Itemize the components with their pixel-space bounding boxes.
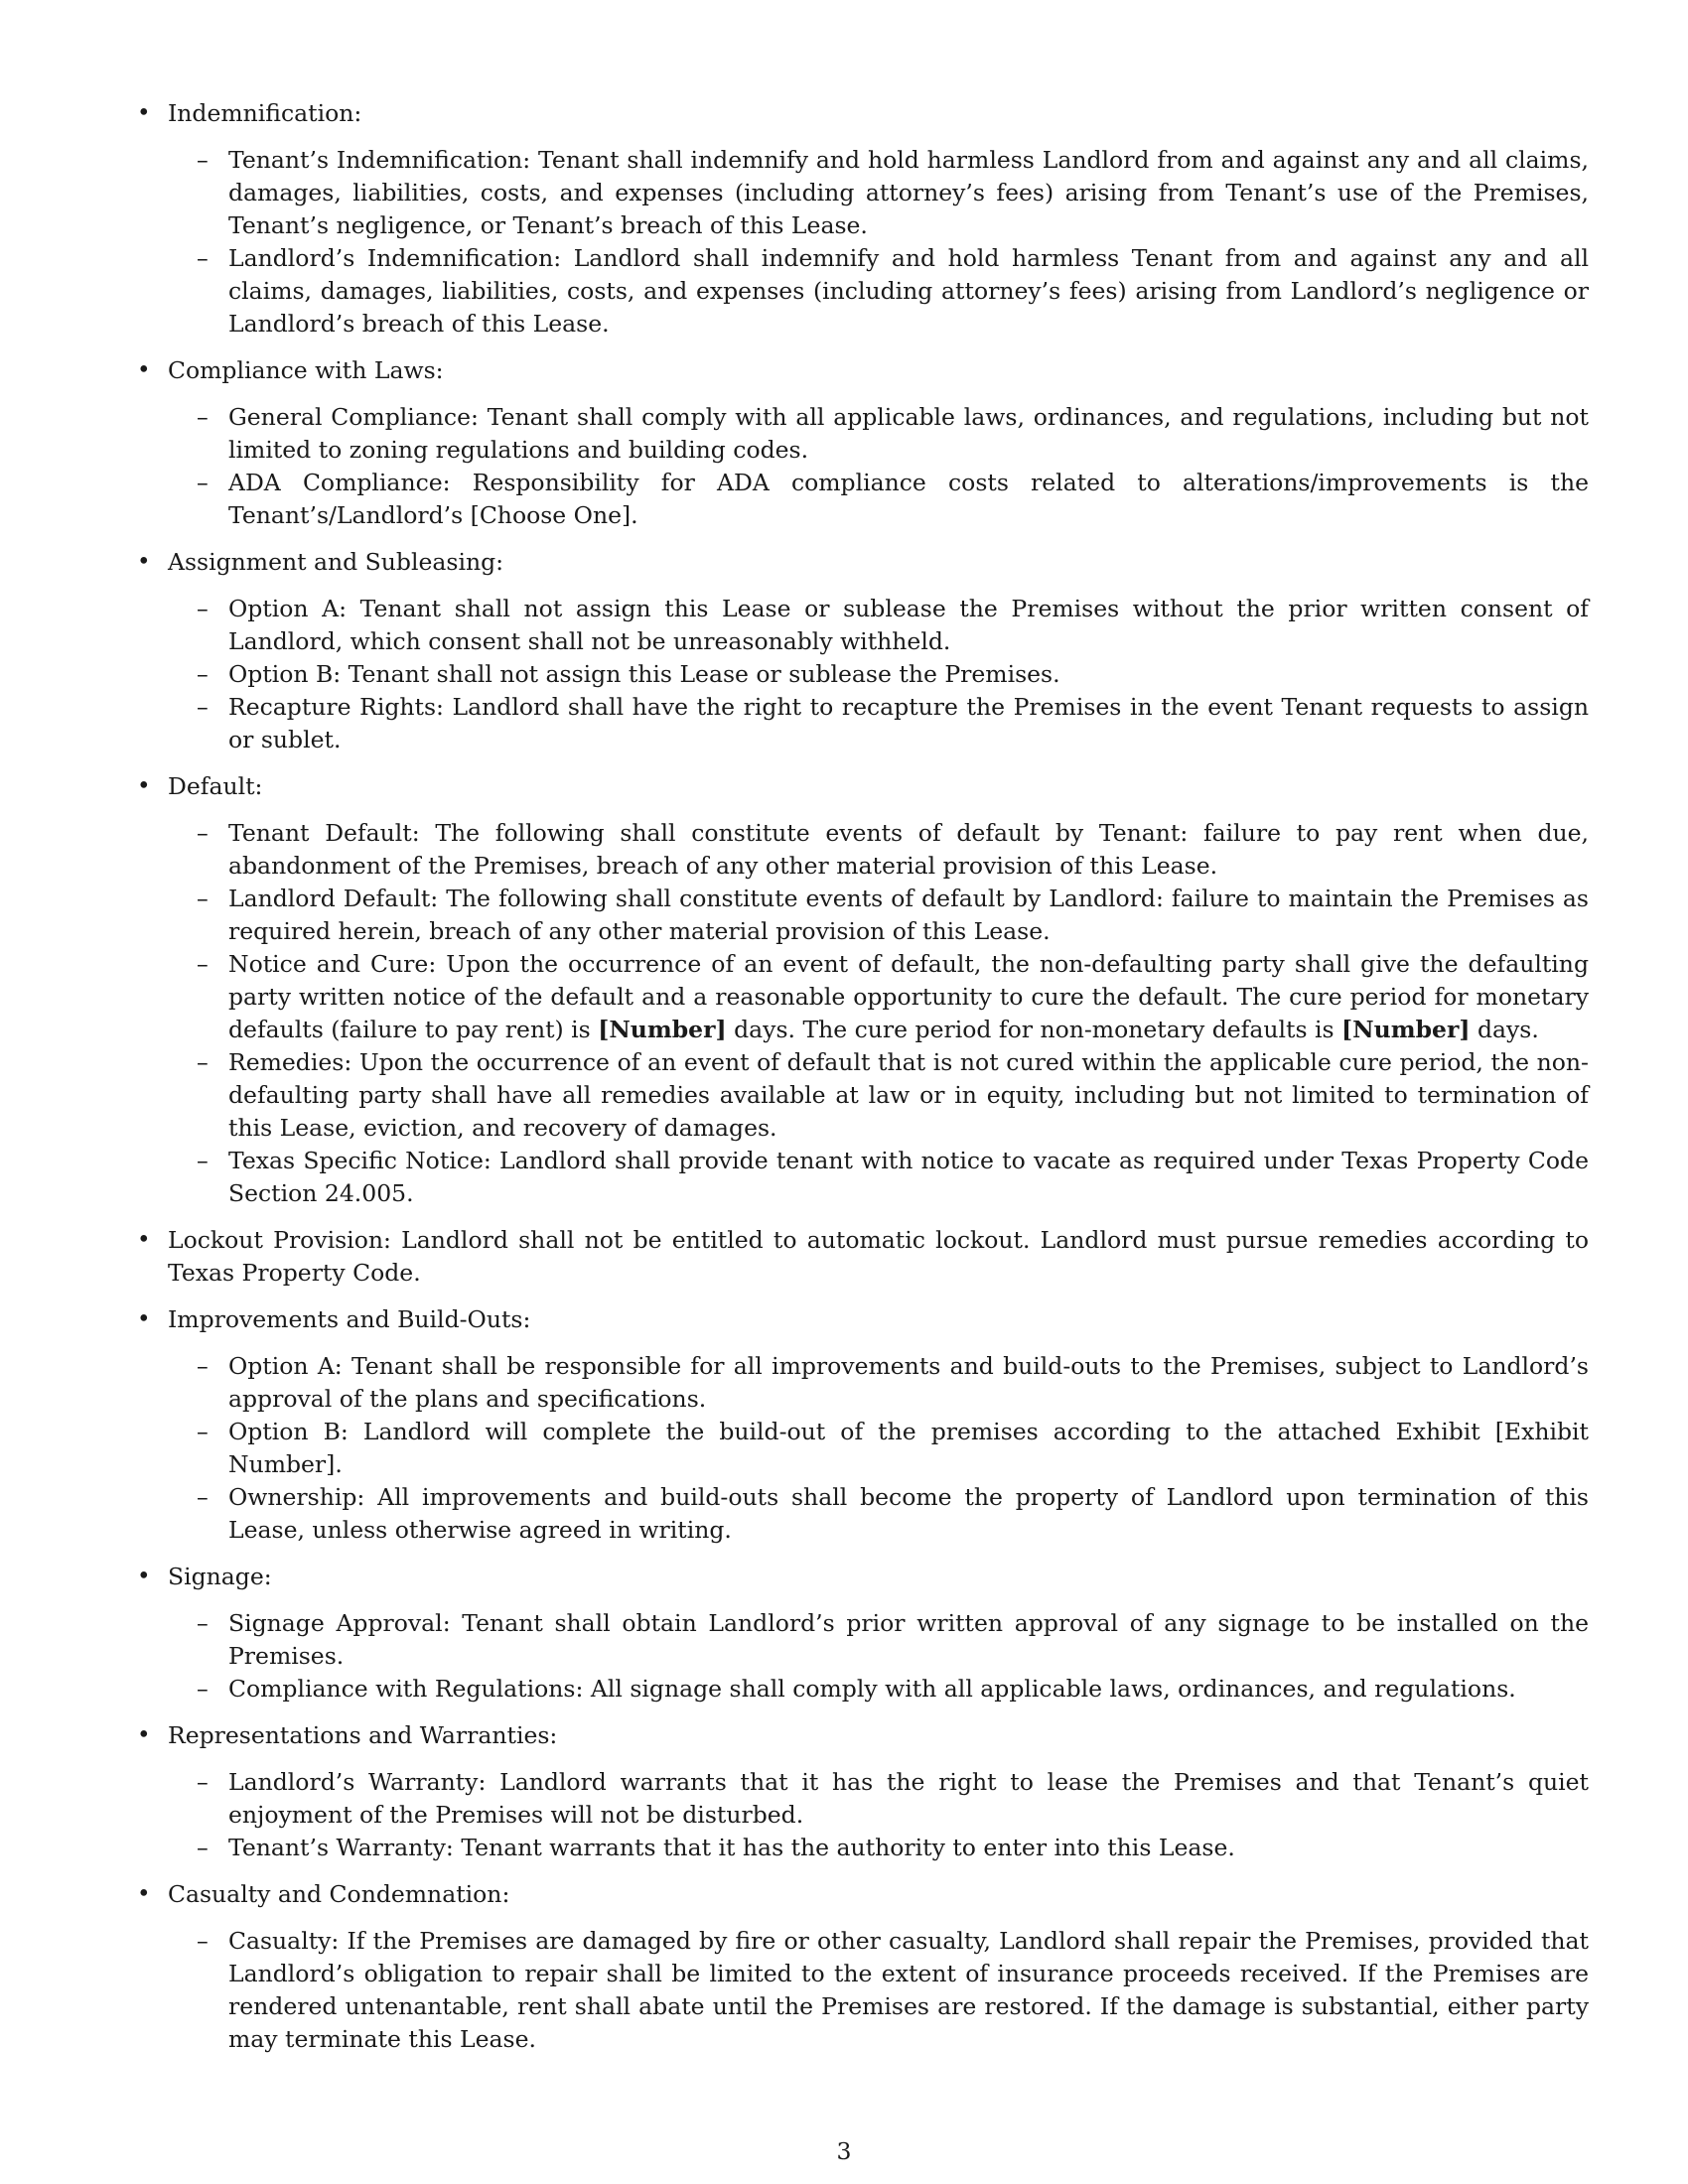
dash-icon: –: [197, 595, 209, 622]
dash-icon: –: [197, 146, 209, 174]
section-title: Casualty and Condemnation:: [168, 1880, 510, 1908]
dash-icon: –: [197, 1147, 209, 1174]
list-item: – Casualty: If the Premises are damaged by fire or other casualty, Landlord shall repair the Premises, provided that Landlord’s obligation to repair shall be limited to the extent of insurance proceeds received. If the Premises are rendered untenantable, rent shall abate until the Premises are restored. If the damage is substantial, either party may terminate this Lease.: [197, 1927, 1589, 2053]
bullet-icon: •: [137, 1564, 151, 1589]
dash-icon: –: [197, 1675, 209, 1703]
bullet-icon: •: [137, 549, 151, 575]
lease-clause-list: [134, 97, 1589, 2070]
section-compliance-with-laws: [134, 354, 1589, 532]
page-number: 3: [836, 2137, 852, 2165]
list-item: – Texas Specific Notice: Landlord shall provide tenant with notice to vacate as required under Texas Property Code Section 24.005.: [197, 1147, 1589, 1207]
bullet-icon: •: [137, 100, 151, 126]
section-title: Improvements and Build-Outs:: [168, 1305, 531, 1333]
list-item: – Ownership: All improvements and build-outs shall become the property of Landlord upon termination of this Lease, unless otherwise agreed in writing.: [197, 1483, 1589, 1544]
placeholder-number: [Number]: [1341, 1016, 1471, 1043]
dash-icon: –: [197, 1048, 209, 1076]
dash-icon: –: [197, 244, 209, 272]
placeholder-number: [Number]: [598, 1016, 727, 1043]
section-title: Assignment and Subleasing:: [168, 548, 504, 576]
section-title: Representations and Warranties:: [168, 1721, 558, 1749]
bullet-icon: •: [137, 1881, 151, 1907]
dash-icon: –: [197, 693, 209, 721]
section-lockout-provision: [134, 1224, 1589, 1290]
list-item: – Tenant Default: The following shall constitute events of default by Tenant: failure to pay rent when due, abandonment of the Premises, breach of any other material provision of this Lease.: [197, 819, 1589, 880]
dash-icon: –: [197, 885, 209, 912]
list-item: – General Compliance: Tenant shall comply with all applicable laws, ordinances, and regulations, including but not limited to zoning regulations and building codes.: [197, 403, 1589, 464]
bullet-icon: •: [137, 1722, 151, 1748]
bullet-icon: •: [137, 1227, 151, 1253]
dash-icon: –: [197, 1927, 209, 1955]
section-title: Indemnification:: [168, 99, 362, 127]
bullet-icon: •: [137, 1306, 151, 1332]
list-item: – Remedies: Upon the occurrence of an event of default that is not cured within the applicable cure period, the non-defaulting party shall have all remedies available at law or in equity, including but not limited to termination of this Lease, eviction, and recovery of damages.: [197, 1048, 1589, 1142]
list-item: – Option A: Tenant shall not assign this Lease or sublease the Premises without the prior written consent of Landlord, which consent shall not be unreasonably withheld.: [197, 595, 1589, 655]
dash-icon: –: [197, 1834, 209, 1861]
section-title: Lockout Provision: Landlord shall not be entitled to automatic lockout. Landlord must pursue remedies according to Texas Property Code.: [168, 1226, 1589, 1287]
section-representations-warranties: [134, 1719, 1589, 1864]
section-title: Default:: [168, 772, 263, 800]
list-item: – Option A: Tenant shall be responsible for all improvements and build-outs to the Premises, subject to Landlord’s approval of the plans and specifications.: [197, 1352, 1589, 1413]
dash-icon: –: [197, 1609, 209, 1637]
list-item: – Tenant’s Indemnification: Tenant shall indemnify and hold harmless Landlord from and against any and all claims, damages, liabilities, costs, and expenses (including attorney’s fees) arising from Tenant’s use of the Premises, Tenant’s negligence, or Tenant’s breach of this Lease.: [197, 146, 1589, 239]
bullet-icon: •: [137, 357, 151, 383]
list-item: – Option B: Landlord will complete the build-out of the premises according to the attached Exhibit [Exhibit Number].: [197, 1418, 1589, 1478]
dash-icon: –: [197, 1483, 209, 1511]
list-item: – Landlord Default: The following shall constitute events of default by Landlord: failure to maintain the Premises as required herein, breach of any other material provision of this Lease.: [197, 885, 1589, 945]
bullet-icon: •: [137, 773, 151, 799]
dash-icon: –: [197, 819, 209, 847]
dash-icon: –: [197, 950, 209, 978]
list-item: – Option B: Tenant shall not assign this Lease or sublease the Premises.: [228, 658, 1589, 691]
section-casualty-condemnation: [134, 1878, 1589, 2056]
section-improvements-build-outs: [134, 1303, 1589, 1547]
section-assignment-subleasing: [134, 546, 1589, 756]
list-item: – Tenant’s Warranty: Tenant warrants that it has the authority to enter into this Lease.: [228, 1832, 1589, 1864]
list-item-notice-and-cure: – Notice and Cure: Upon the occurrence of an event of default, the non-defaulting party shall give the defaulting party written notice of the default and a reasonable opportunity to cure the default. The cure period for monetary defaults (failure to pay rent) is [Number] days. The cure period for non-monetary defaults is [Number] days.: [197, 950, 1589, 1043]
dash-icon: –: [197, 403, 209, 431]
dash-icon: –: [197, 1768, 209, 1796]
section-default: [134, 770, 1589, 1210]
dash-icon: –: [197, 469, 209, 496]
section-title: Compliance with Laws:: [168, 356, 444, 384]
section-title: Signage:: [168, 1563, 272, 1590]
dash-icon: –: [197, 1352, 209, 1380]
section-indemnification: [134, 97, 1589, 341]
list-item: – ADA Compliance: Responsibility for ADA compliance costs related to alterations/improvements is the Tenant’s/Landlord’s [Choose One].: [197, 469, 1589, 529]
list-item: – Landlord’s Warranty: Landlord warrants that it has the right to lease the Premises and that Tenant’s quiet enjoyment of the Premises will not be disturbed.: [197, 1768, 1589, 1829]
list-item: – Landlord’s Indemnification: Landlord shall indemnify and hold harmless Tenant from and against any and all claims, damages, liabilities, costs, and expenses (including attorney’s fees) arising from Landlord’s negligence or Landlord’s breach of this Lease.: [197, 244, 1589, 338]
list-item: – Compliance with Regulations: All signage shall comply with all applicable laws, ordinances, and regulations.: [228, 1673, 1589, 1706]
dash-icon: –: [197, 1418, 209, 1445]
list-item: – Recapture Rights: Landlord shall have the right to recapture the Premises in the event Tenant requests to assign or sublet.: [197, 693, 1589, 753]
dash-icon: –: [197, 660, 209, 688]
section-signage: [134, 1561, 1589, 1706]
list-item: – Signage Approval: Tenant shall obtain Landlord’s prior written approval of any signage to be installed on the Premises.: [197, 1609, 1589, 1670]
